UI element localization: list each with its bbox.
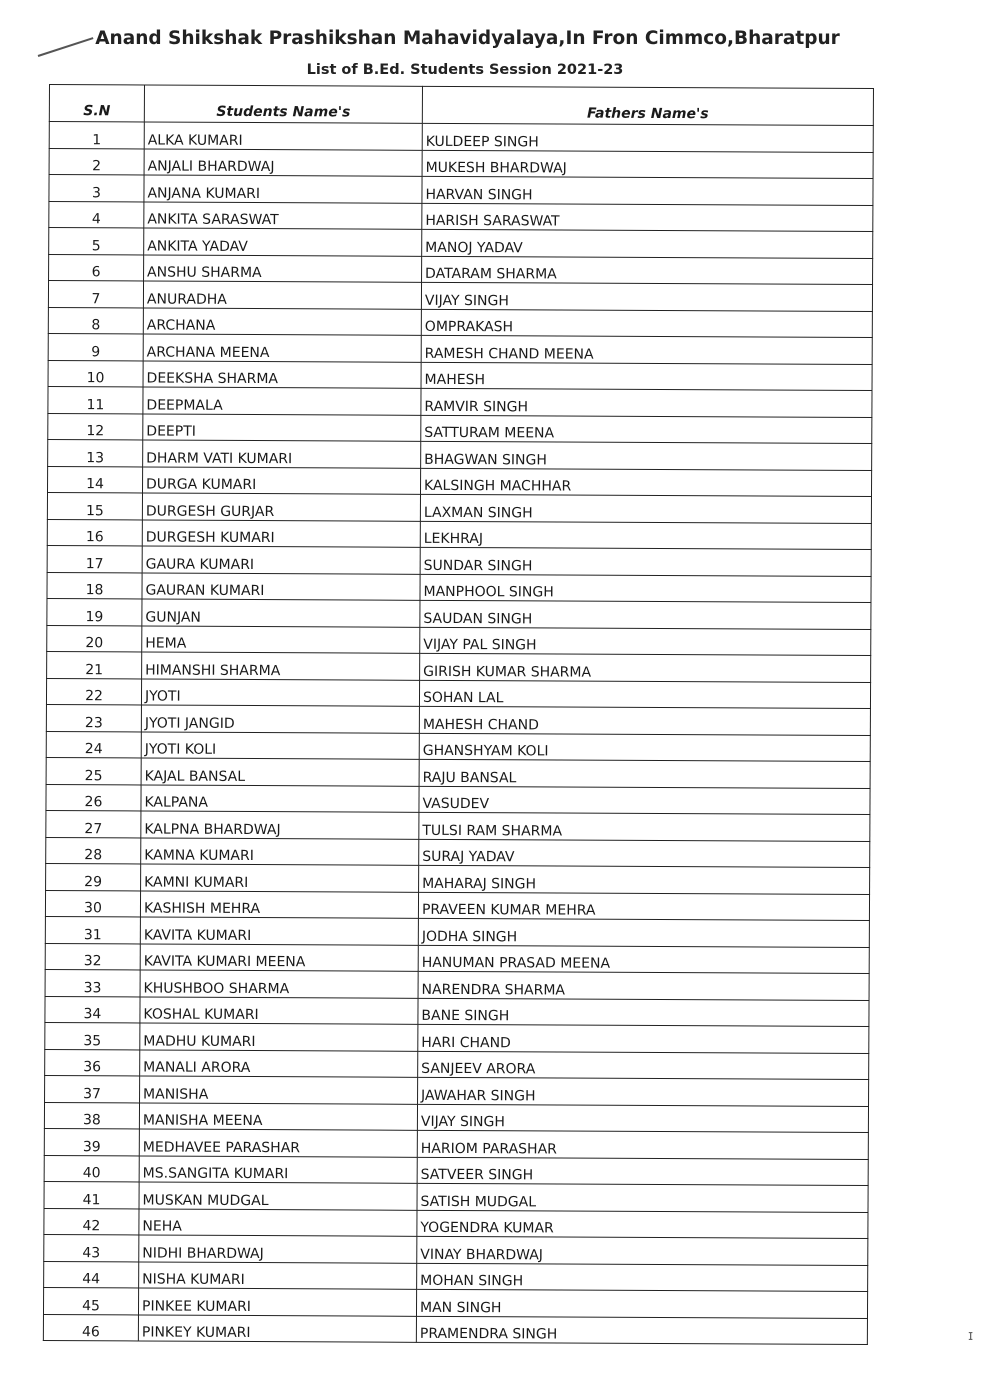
father-name-cell: HANUMAN PRASAD MEENA: [418, 945, 869, 974]
table-row: [45, 1075, 869, 1106]
table-row: [47, 519, 871, 550]
table-row: [46, 678, 870, 709]
student-name-cell: PINKEE KUMARI: [138, 1288, 416, 1316]
student-name-cell: DURGESH GURJAR: [142, 493, 420, 521]
table-row: [48, 307, 872, 338]
serial-number-cell: 1: [49, 122, 144, 149]
father-name-cell: VIJAY SINGH: [417, 1104, 868, 1133]
father-name-cell: MAHESH: [421, 362, 872, 391]
father-name-cell: LAXMAN SINGH: [420, 494, 871, 523]
father-name-cell: YOGENDRA KUMAR: [417, 1210, 868, 1239]
student-name-cell: ANURADHA: [143, 281, 421, 309]
table-row: [46, 784, 870, 815]
student-name-cell: MUSKAN MUDGAL: [139, 1182, 417, 1210]
table-row: [46, 704, 870, 735]
table-row: [49, 175, 873, 206]
student-name-cell: MADHU KUMARI: [140, 1023, 418, 1051]
serial-number-cell: 33: [45, 969, 140, 996]
student-name-cell: MANALI ARORA: [140, 1049, 418, 1077]
serial-number-cell: 5: [49, 228, 144, 255]
serial-number-cell: 6: [49, 254, 144, 281]
student-name-cell: JYOTI: [141, 678, 419, 706]
father-name-cell: BHAGWAN SINGH: [421, 441, 872, 470]
father-name-cell: DATARAM SHARMA: [422, 256, 873, 285]
father-name-cell: VASUDEV: [419, 786, 870, 815]
father-name-cell: SURAJ YADAV: [419, 839, 870, 868]
father-name-cell: KULDEEP SINGH: [422, 123, 873, 152]
table-row: [44, 1208, 868, 1239]
serial-number-cell: 8: [48, 307, 143, 334]
table-row: [49, 228, 873, 259]
student-name-cell: DEEPTI: [143, 413, 421, 441]
table-row: [48, 386, 872, 417]
serial-number-cell: 20: [47, 625, 142, 652]
table-row: [46, 837, 870, 868]
table-row: [48, 466, 872, 497]
student-name-cell: KAVITA KUMARI MEENA: [140, 943, 418, 971]
father-name-cell: RAJU BANSAL: [419, 759, 870, 788]
father-name-cell: TULSI RAM SHARMA: [419, 812, 870, 841]
father-name-cell: MOHAN SINGH: [417, 1263, 868, 1292]
father-name-cell: SOHAN LAL: [419, 680, 870, 709]
table-row: [48, 413, 872, 444]
student-name-cell: JYOTI KOLI: [141, 731, 419, 759]
student-name-cell: KAMNI KUMARI: [141, 864, 419, 892]
table-row: [46, 731, 870, 762]
table-row: [47, 598, 871, 629]
column-header-sn: S.N: [49, 85, 144, 122]
serial-number-cell: 23: [46, 704, 141, 731]
father-name-cell: PRAVEEN KUMAR MEHRA: [418, 892, 869, 921]
father-name-cell: VIJAY SINGH: [421, 282, 872, 311]
table-row: [45, 916, 869, 947]
father-name-cell: VIJAY PAL SINGH: [420, 627, 871, 656]
table-row: [44, 1102, 868, 1133]
student-name-cell: DEEKSHA SHARMA: [143, 360, 421, 388]
student-name-cell: KOSHAL KUMARI: [140, 996, 418, 1024]
student-name-cell: ANJALI BHARDWAJ: [144, 148, 422, 176]
table-row: [48, 333, 872, 364]
student-name-cell: DEEPMALA: [143, 387, 421, 415]
table-row: [48, 439, 872, 470]
father-name-cell: SATVEER SINGH: [417, 1157, 868, 1186]
father-name-cell: MANPHOOL SINGH: [420, 574, 871, 603]
student-name-cell: ANSHU SHARMA: [144, 254, 422, 282]
student-name-cell: KAVITA KUMARI: [140, 917, 418, 945]
serial-number-cell: 43: [44, 1234, 139, 1261]
student-name-cell: MANISHA MEENA: [139, 1102, 417, 1130]
serial-number-cell: 17: [47, 545, 142, 572]
serial-number-cell: 3: [49, 175, 144, 202]
student-name-cell: ANJANA KUMARI: [144, 175, 422, 203]
serial-number-cell: 32: [45, 943, 140, 970]
father-name-cell: GHANSHYAM KOLI: [419, 733, 870, 762]
student-name-cell: NIDHI BHARDWAJ: [139, 1235, 417, 1263]
table-row: [44, 1261, 868, 1292]
father-name-cell: HARI CHAND: [418, 1024, 869, 1053]
father-name-cell: SAUDAN SINGH: [420, 600, 871, 629]
table-row: [43, 1287, 867, 1318]
father-name-cell: RAMVIR SINGH: [421, 388, 872, 417]
table-row: [46, 863, 870, 894]
serial-number-cell: 29: [46, 863, 141, 890]
serial-number-cell: 16: [47, 519, 142, 546]
serial-number-cell: 18: [47, 572, 142, 599]
table-row: [44, 1155, 868, 1186]
serial-number-cell: 10: [48, 360, 143, 387]
student-name-cell: KALPANA: [141, 784, 419, 812]
father-name-cell: MUKESH BHARDWAJ: [422, 150, 873, 179]
father-name-cell: HARIOM PARASHAR: [417, 1130, 868, 1159]
father-name-cell: PRAMENDRA SINGH: [416, 1316, 867, 1345]
father-name-cell: MAHESH CHAND: [419, 706, 870, 735]
serial-number-cell: 19: [47, 598, 142, 625]
student-name-cell: KALPNA BHARDWAJ: [141, 811, 419, 839]
table-row: [47, 545, 871, 576]
serial-number-cell: 39: [44, 1128, 139, 1155]
table-header-row: [49, 85, 873, 126]
student-name-cell: NISHA KUMARI: [139, 1261, 417, 1289]
serial-number-cell: 22: [46, 678, 141, 705]
table-row: [44, 1181, 868, 1212]
column-header-student-name: Students Name's: [144, 85, 422, 123]
serial-number-cell: 7: [48, 281, 143, 308]
father-name-cell: JAWAHAR SINGH: [418, 1077, 869, 1106]
serial-number-cell: 4: [49, 201, 144, 228]
student-name-cell: HEMA: [142, 625, 420, 653]
student-name-cell: DHARM VATI KUMARI: [143, 440, 421, 468]
table-row: [49, 254, 873, 285]
table-row: [45, 1022, 869, 1053]
student-name-cell: KASHISH MEHRA: [140, 890, 418, 918]
table-row: [45, 890, 869, 921]
table-row: [45, 969, 869, 1000]
table-row: [48, 360, 872, 391]
father-name-cell: BANE SINGH: [418, 998, 869, 1027]
student-name-cell: HIMANSHI SHARMA: [142, 652, 420, 680]
serial-number-cell: 26: [46, 784, 141, 811]
table-row: [45, 996, 869, 1027]
serial-number-cell: 46: [43, 1314, 138, 1341]
college-title: Anand Shikshak Prashikshan Mahavidyalaya,In Fron Cimmco,Bharatpur: [95, 28, 840, 49]
column-header-father-name: Fathers Name's: [422, 86, 873, 125]
serial-number-cell: 12: [48, 413, 143, 440]
father-name-cell: LEKHRAJ: [420, 521, 871, 550]
student-name-cell: KAMNA KUMARI: [141, 837, 419, 865]
table-row: [46, 810, 870, 841]
serial-number-cell: 36: [45, 1049, 140, 1076]
table-row: [46, 757, 870, 788]
serial-number-cell: 41: [44, 1181, 139, 1208]
father-name-cell: HARISH SARASWAT: [422, 203, 873, 232]
serial-number-cell: 14: [48, 466, 143, 493]
student-name-cell: ANKITA YADAV: [144, 228, 422, 256]
student-name-cell: DURGESH KUMARI: [142, 519, 420, 547]
father-name-cell: OMPRAKASH: [421, 309, 872, 338]
father-name-cell: SANJEEV ARORA: [418, 1051, 869, 1080]
father-name-cell: RAMESH CHAND MEENA: [421, 335, 872, 364]
list-subtitle: List of B.Ed. Students Session 2021-23: [306, 62, 624, 78]
father-name-cell: SATTURAM MEENA: [421, 415, 872, 444]
student-name-cell: MANISHA: [140, 1076, 418, 1104]
table-row: [47, 651, 871, 682]
father-name-cell: SATISH MUDGAL: [417, 1183, 868, 1212]
table-row: [49, 122, 873, 153]
student-name-cell: GAURA KUMARI: [142, 546, 420, 574]
father-name-cell: MANOJ YADAV: [422, 229, 873, 258]
serial-number-cell: 11: [48, 386, 143, 413]
serial-number-cell: 15: [47, 492, 142, 519]
table-row: [49, 201, 873, 232]
student-name-cell: ALKA KUMARI: [144, 122, 422, 150]
serial-number-cell: 37: [45, 1075, 140, 1102]
scan-speck: ɪ: [968, 1328, 974, 1344]
father-name-cell: MAN SINGH: [416, 1289, 867, 1318]
student-name-cell: MEDHAVEE PARASHAR: [139, 1129, 417, 1157]
student-name-cell: ARCHANA MEENA: [143, 334, 421, 362]
student-name-cell: GAURAN KUMARI: [142, 572, 420, 600]
serial-number-cell: 40: [44, 1155, 139, 1182]
serial-number-cell: 30: [45, 890, 140, 917]
father-name-cell: GIRISH KUMAR SHARMA: [420, 653, 871, 682]
father-name-cell: NARENDRA SHARMA: [418, 971, 869, 1000]
student-name-cell: ARCHANA: [143, 307, 421, 335]
student-name-cell: MS.SANGITA KUMARI: [139, 1155, 417, 1183]
table-row: [47, 492, 871, 523]
students-table: [43, 84, 874, 1345]
table-row: [45, 943, 869, 974]
serial-number-cell: 13: [48, 439, 143, 466]
father-name-cell: HARVAN SINGH: [422, 176, 873, 205]
table-row: [45, 1049, 869, 1080]
students-table-container: [43, 84, 873, 1345]
serial-number-cell: 25: [46, 757, 141, 784]
serial-number-cell: 38: [44, 1102, 139, 1129]
serial-number-cell: 27: [46, 810, 141, 837]
serial-number-cell: 42: [44, 1208, 139, 1235]
serial-number-cell: 35: [45, 1022, 140, 1049]
table-row: [43, 1314, 867, 1345]
table-row: [44, 1128, 868, 1159]
table-body: [43, 122, 873, 1345]
student-name-cell: PINKEY KUMARI: [138, 1314, 416, 1342]
father-name-cell: SUNDAR SINGH: [420, 547, 871, 576]
serial-number-cell: 9: [48, 333, 143, 360]
student-name-cell: GUNJAN: [142, 599, 420, 627]
father-name-cell: VINAY BHARDWAJ: [417, 1236, 868, 1265]
serial-number-cell: 44: [44, 1261, 139, 1288]
father-name-cell: MAHARAJ SINGH: [419, 865, 870, 894]
student-name-cell: KHUSHBOO SHARMA: [140, 970, 418, 998]
father-name-cell: KALSINGH MACHHAR: [420, 468, 871, 497]
student-name-cell: DURGA KUMARI: [143, 466, 421, 494]
table-row: [47, 625, 871, 656]
serial-number-cell: 21: [47, 651, 142, 678]
student-name-cell: ANKITA SARASWAT: [144, 201, 422, 229]
table-row: [44, 1234, 868, 1265]
serial-number-cell: 24: [46, 731, 141, 758]
table-row: [48, 281, 872, 312]
serial-number-cell: 45: [43, 1287, 138, 1314]
serial-number-cell: 31: [45, 916, 140, 943]
serial-number-cell: 2: [49, 148, 144, 175]
serial-number-cell: 34: [45, 996, 140, 1023]
father-name-cell: JODHA SINGH: [418, 918, 869, 947]
student-name-cell: NEHA: [139, 1208, 417, 1236]
student-name-cell: KAJAL BANSAL: [141, 758, 419, 786]
table-row: [47, 572, 871, 603]
serial-number-cell: 28: [46, 837, 141, 864]
table-row: [49, 148, 873, 179]
student-name-cell: JYOTI JANGID: [141, 705, 419, 733]
